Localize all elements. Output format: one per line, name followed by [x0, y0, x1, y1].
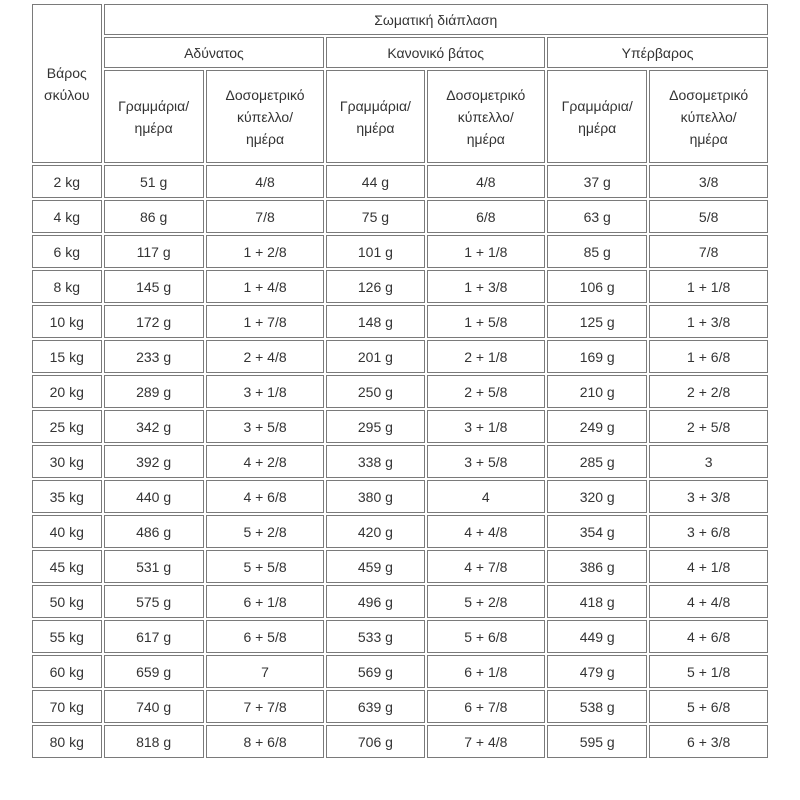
normal-cup-cell: 2 + 1/8 [427, 340, 546, 373]
weight-cell: 70 kg [32, 690, 102, 723]
table-row [32, 515, 768, 548]
normal-grams-cell: 459 g [326, 550, 424, 583]
group-overweight-header: Υπέρβαρος [547, 37, 768, 68]
table-row [32, 340, 768, 373]
thin-grams-cell: 659 g [104, 655, 204, 688]
weight-cell: 15 kg [32, 340, 102, 373]
thin-grams-cell: 51 g [104, 165, 204, 198]
thin-grams-cell: 740 g [104, 690, 204, 723]
thin-grams-cell: 117 g [104, 235, 204, 268]
normal-cup-header: Δοσομετρικό κύπελλο/ ημέρα [427, 70, 546, 163]
normal-grams-cell: 496 g [326, 585, 424, 618]
table-row [32, 620, 768, 653]
thin-grams-cell: 172 g [104, 305, 204, 338]
normal-grams-cell: 338 g [326, 445, 424, 478]
normal-grams-cell: 101 g [326, 235, 424, 268]
normal-grams-cell: 706 g [326, 725, 424, 758]
overweight-grams-cell: 418 g [547, 585, 647, 618]
overweight-grams-cell: 125 g [547, 305, 647, 338]
thin-grams-cell: 617 g [104, 620, 204, 653]
thin-cup-cell: 3 + 1/8 [206, 375, 325, 408]
overweight-grams-header: Γραμμάρια/ ημέρα [547, 70, 647, 163]
overweight-cup-cell: 3 + 6/8 [649, 515, 768, 548]
overweight-grams-cell: 37 g [547, 165, 647, 198]
normal-grams-cell: 75 g [326, 200, 424, 233]
overweight-grams-cell: 285 g [547, 445, 647, 478]
table-row [32, 165, 768, 198]
overweight-cup-cell: 5 + 6/8 [649, 690, 768, 723]
normal-cup-cell: 3 + 1/8 [427, 410, 546, 443]
thin-cup-cell: 2 + 4/8 [206, 340, 325, 373]
group-normal-header: Κανονικό βάτος [326, 37, 545, 68]
weight-cell: 40 kg [32, 515, 102, 548]
normal-grams-cell: 148 g [326, 305, 424, 338]
thin-cup-cell: 7 + 7/8 [206, 690, 325, 723]
thin-cup-cell: 5 + 2/8 [206, 515, 325, 548]
table-row [32, 690, 768, 723]
overweight-grams-cell: 449 g [547, 620, 647, 653]
thin-cup-cell: 1 + 2/8 [206, 235, 325, 268]
thin-cup-cell: 1 + 7/8 [206, 305, 325, 338]
overweight-grams-cell: 210 g [547, 375, 647, 408]
table-row [32, 585, 768, 618]
normal-cup-cell: 1 + 5/8 [427, 305, 546, 338]
weight-cell: 10 kg [32, 305, 102, 338]
table-row [32, 270, 768, 303]
table-row [32, 725, 768, 758]
normal-grams-cell: 44 g [326, 165, 424, 198]
overweight-cup-cell: 2 + 2/8 [649, 375, 768, 408]
table-row [32, 445, 768, 478]
overweight-grams-cell: 169 g [547, 340, 647, 373]
thin-cup-cell: 4/8 [206, 165, 325, 198]
normal-cup-cell: 6/8 [427, 200, 546, 233]
overweight-grams-cell: 106 g [547, 270, 647, 303]
overweight-cup-cell: 1 + 6/8 [649, 340, 768, 373]
normal-cup-cell: 3 + 5/8 [427, 445, 546, 478]
thin-grams-cell: 486 g [104, 515, 204, 548]
thin-grams-cell: 233 g [104, 340, 204, 373]
thin-cup-cell: 4 + 6/8 [206, 480, 325, 513]
normal-grams-cell: 533 g [326, 620, 424, 653]
normal-grams-cell: 569 g [326, 655, 424, 688]
normal-cup-cell: 4 + 7/8 [427, 550, 546, 583]
table-row [32, 375, 768, 408]
overweight-grams-cell: 479 g [547, 655, 647, 688]
thin-grams-cell: 342 g [104, 410, 204, 443]
overweight-cup-cell: 6 + 3/8 [649, 725, 768, 758]
thin-cup-cell: 7 [206, 655, 325, 688]
weight-cell: 8 kg [32, 270, 102, 303]
normal-cup-cell: 5 + 6/8 [427, 620, 546, 653]
feeding-table [30, 2, 770, 760]
overweight-cup-cell: 5/8 [649, 200, 768, 233]
thin-grams-cell: 145 g [104, 270, 204, 303]
normal-grams-header: Γραμμάρια/ ημέρα [326, 70, 424, 163]
normal-cup-cell: 1 + 1/8 [427, 235, 546, 268]
normal-cup-cell: 4 + 4/8 [427, 515, 546, 548]
overweight-grams-cell: 320 g [547, 480, 647, 513]
thin-cup-cell: 8 + 6/8 [206, 725, 325, 758]
normal-grams-cell: 126 g [326, 270, 424, 303]
weight-cell: 35 kg [32, 480, 102, 513]
thin-grams-cell: 440 g [104, 480, 204, 513]
weight-cell: 60 kg [32, 655, 102, 688]
weight-cell: 20 kg [32, 375, 102, 408]
weight-cell: 2 kg [32, 165, 102, 198]
weight-cell: 45 kg [32, 550, 102, 583]
normal-cup-cell: 6 + 1/8 [427, 655, 546, 688]
overweight-grams-cell: 354 g [547, 515, 647, 548]
table-row [32, 655, 768, 688]
overweight-cup-cell: 4 + 6/8 [649, 620, 768, 653]
overweight-cup-cell: 1 + 1/8 [649, 270, 768, 303]
normal-cup-cell: 1 + 3/8 [427, 270, 546, 303]
thin-grams-cell: 818 g [104, 725, 204, 758]
normal-grams-cell: 201 g [326, 340, 424, 373]
thin-cup-cell: 3 + 5/8 [206, 410, 325, 443]
overweight-grams-cell: 386 g [547, 550, 647, 583]
overweight-cup-header: Δοσομετρικό κύπελλο/ ημέρα [649, 70, 768, 163]
dog-weight-header: Βάρος σκύλου [32, 4, 102, 163]
overweight-cup-cell: 7/8 [649, 235, 768, 268]
table-row [32, 235, 768, 268]
overweight-grams-cell: 63 g [547, 200, 647, 233]
overweight-cup-cell: 2 + 5/8 [649, 410, 768, 443]
thin-cup-cell: 5 + 5/8 [206, 550, 325, 583]
normal-grams-cell: 380 g [326, 480, 424, 513]
overweight-cup-cell: 1 + 3/8 [649, 305, 768, 338]
normal-grams-cell: 639 g [326, 690, 424, 723]
normal-grams-cell: 250 g [326, 375, 424, 408]
thin-cup-cell: 1 + 4/8 [206, 270, 325, 303]
thin-grams-cell: 531 g [104, 550, 204, 583]
overweight-grams-cell: 85 g [547, 235, 647, 268]
thin-grams-cell: 289 g [104, 375, 204, 408]
weight-cell: 80 kg [32, 725, 102, 758]
weight-cell: 4 kg [32, 200, 102, 233]
normal-cup-cell: 5 + 2/8 [427, 585, 546, 618]
thin-grams-cell: 86 g [104, 200, 204, 233]
overweight-cup-cell: 4 + 4/8 [649, 585, 768, 618]
overweight-cup-cell: 3/8 [649, 165, 768, 198]
overweight-cup-cell: 5 + 1/8 [649, 655, 768, 688]
normal-cup-cell: 4/8 [427, 165, 546, 198]
normal-cup-cell: 6 + 7/8 [427, 690, 546, 723]
thin-cup-cell: 7/8 [206, 200, 325, 233]
normal-grams-cell: 295 g [326, 410, 424, 443]
overweight-grams-cell: 595 g [547, 725, 647, 758]
thin-cup-cell: 6 + 1/8 [206, 585, 325, 618]
overweight-grams-cell: 249 g [547, 410, 647, 443]
normal-cup-cell: 7 + 4/8 [427, 725, 546, 758]
overweight-cup-cell: 3 [649, 445, 768, 478]
thin-grams-cell: 392 g [104, 445, 204, 478]
overweight-cup-cell: 4 + 1/8 [649, 550, 768, 583]
normal-cup-cell: 4 [427, 480, 546, 513]
weight-cell: 25 kg [32, 410, 102, 443]
table-row [32, 480, 768, 513]
thin-cup-cell: 6 + 5/8 [206, 620, 325, 653]
overweight-cup-cell: 3 + 3/8 [649, 480, 768, 513]
thin-grams-cell: 575 g [104, 585, 204, 618]
body-condition-header: Σωματική διάπλαση [104, 4, 768, 35]
group-thin-header: Αδύνατος [104, 37, 325, 68]
overweight-grams-cell: 538 g [547, 690, 647, 723]
table-row [32, 305, 768, 338]
thin-cup-cell: 4 + 2/8 [206, 445, 325, 478]
weight-cell: 50 kg [32, 585, 102, 618]
table-row [32, 200, 768, 233]
table-row [32, 550, 768, 583]
table-row [32, 410, 768, 443]
weight-cell: 6 kg [32, 235, 102, 268]
weight-cell: 55 kg [32, 620, 102, 653]
weight-cell: 30 kg [32, 445, 102, 478]
thin-grams-header: Γραμμάρια/ ημέρα [104, 70, 204, 163]
normal-grams-cell: 420 g [326, 515, 424, 548]
normal-cup-cell: 2 + 5/8 [427, 375, 546, 408]
thin-cup-header: Δοσομετρικό κύπελλο/ ημέρα [206, 70, 325, 163]
